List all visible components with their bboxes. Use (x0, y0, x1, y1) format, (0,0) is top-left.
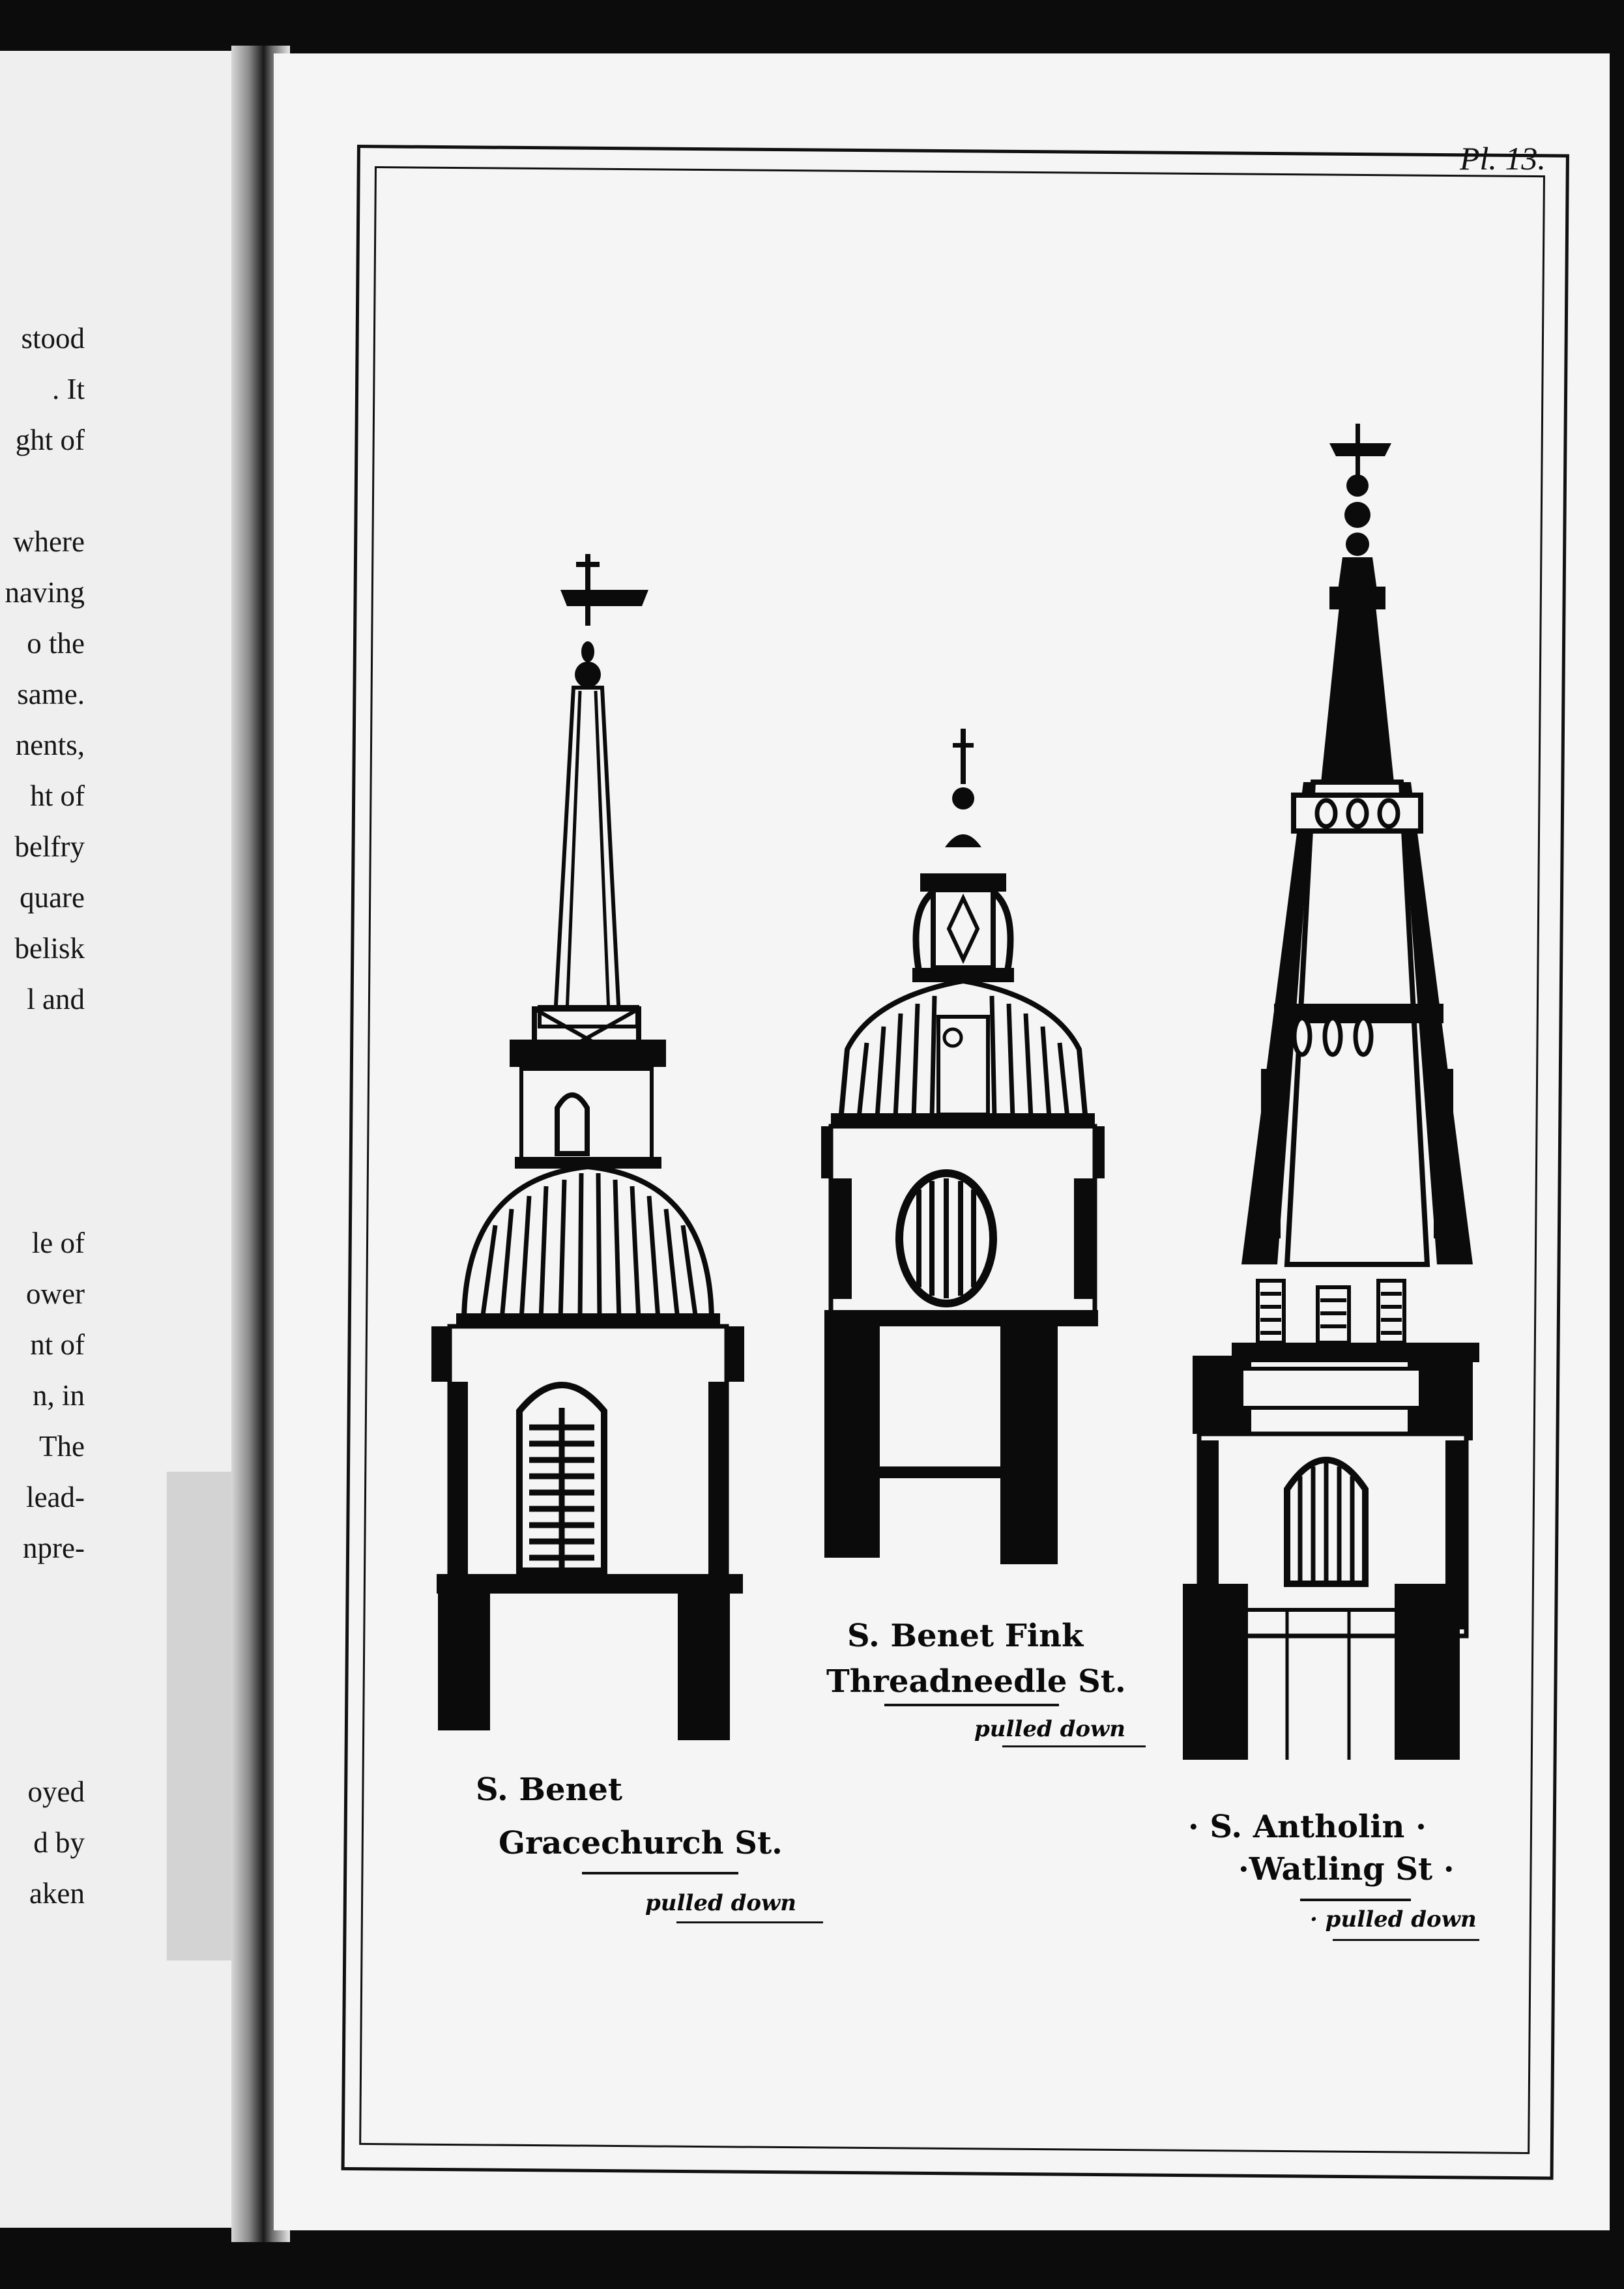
caption-s-benet-name: S. Benet (476, 1771, 623, 1808)
caption-s-benet-fink-note: pulled down (974, 1716, 1126, 1742)
left-text-line: stood (21, 322, 85, 355)
left-text-line: . It (52, 373, 85, 405)
left-text-line: d by (33, 1826, 85, 1859)
steeple-s-benet-fink (821, 729, 1105, 1564)
left-text-line: n, in (32, 1379, 85, 1412)
left-text-line: The (39, 1430, 85, 1463)
caption-underline (1333, 1939, 1479, 1941)
caption-s-antholin-name: · S. Antholin · (1188, 1809, 1427, 1845)
left-text-line: le of (31, 1227, 85, 1259)
left-text-line: ower (26, 1277, 85, 1310)
left-text-line: belfry (14, 830, 85, 863)
left-text-line: ght of (15, 424, 85, 456)
left-text-line: aken (29, 1877, 85, 1910)
caption-underline (1300, 1899, 1411, 1901)
steeple-s-benet-gracechurch (431, 554, 744, 1740)
left-text-line: nt of (30, 1328, 85, 1361)
caption-s-benet-fink-street: Threadneedle St. (826, 1663, 1126, 1700)
caption-underline (582, 1872, 738, 1874)
left-text-line: nents, (15, 729, 85, 761)
caption-underline (884, 1704, 1059, 1706)
left-text-line: l and (27, 983, 85, 1015)
caption-s-antholin-street: ·Watling St · (1238, 1851, 1455, 1888)
steeple-s-antholin (1183, 424, 1479, 1760)
left-text-line: o the (27, 627, 85, 660)
left-text-line: where (13, 525, 85, 558)
caption-underline (676, 1921, 823, 1923)
left-text-line: oyed (27, 1775, 85, 1808)
left-text-line: ht of (30, 780, 85, 812)
caption-s-benet-fink-name: S. Benet Fink (847, 1618, 1084, 1654)
caption-underline (1002, 1745, 1146, 1747)
left-text-line: naving (5, 576, 85, 609)
caption-s-antholin-note: · pulled down (1310, 1906, 1477, 1932)
left-text-line: quare (20, 881, 85, 914)
caption-s-benet-note: pulled down (645, 1890, 797, 1916)
left-text-line: npre- (23, 1532, 85, 1564)
caption-s-benet-street: Gracechurch St. (499, 1825, 783, 1861)
left-text-line: same. (17, 678, 85, 710)
plate-number: Pl. 13. (1460, 140, 1546, 177)
left-text-line: belisk (14, 932, 85, 965)
left-text-line: lead- (26, 1481, 85, 1513)
